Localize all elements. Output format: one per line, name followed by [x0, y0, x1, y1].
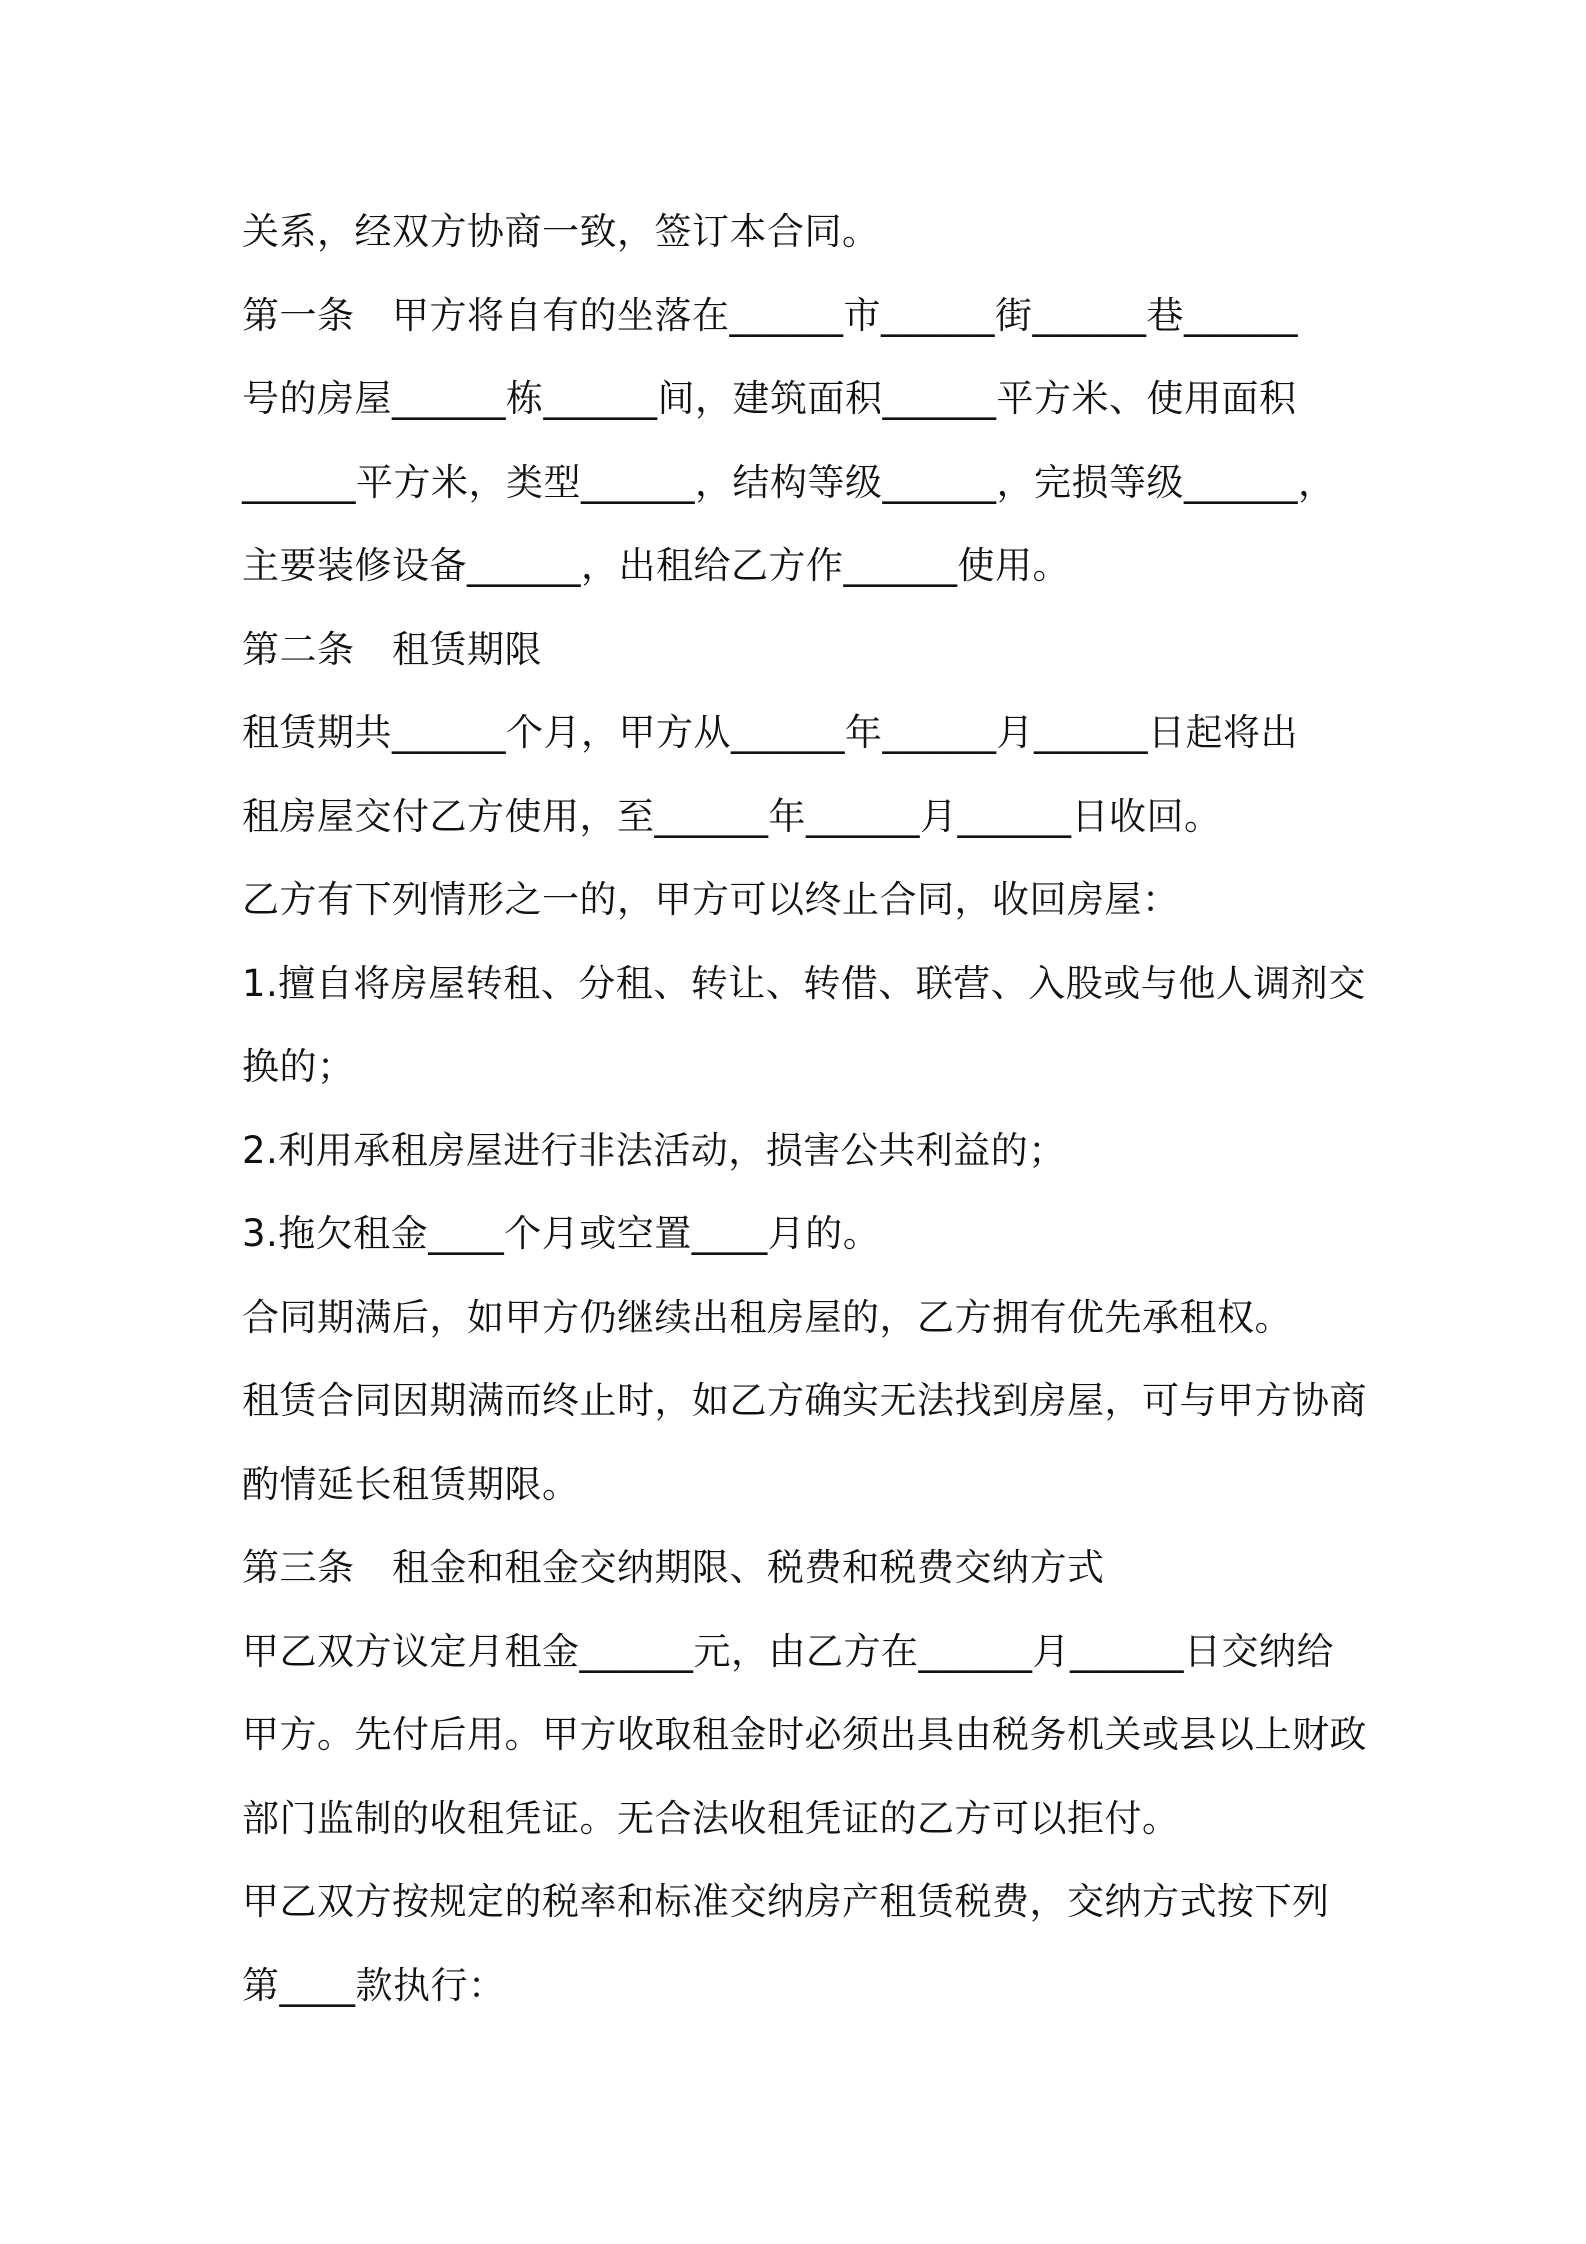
- text-line: 甲方。先付后用。甲方收取租金时必须出具由税务机关或县以上财政: [242, 1713, 1367, 1756]
- list-item: 1.擅自将房屋转租、分租、转让、转借、联营、入股或与他人调剂交: [242, 961, 1366, 1005]
- text-line: 主要装修设备______，出租给乙方作______使用。: [242, 544, 1070, 587]
- text-line: 甲乙双方按规定的税率和标准交纳房产租赁税费，交纳方式按下列: [242, 1880, 1330, 1923]
- text-line: 甲乙双方议定月租金______元，由乙方在______月______日交纳给: [242, 1629, 1334, 1673]
- article-two-heading: 第二条 租赁期限: [242, 627, 542, 671]
- list-item: 2.利用承租房屋进行非法活动，损害公共利益的；: [242, 1128, 1066, 1172]
- list-item: 3.拖欠租金____个月或空置____月的。: [242, 1212, 881, 1255]
- text-line: 合同期满后，如甲方仍继续出租房屋的，乙方拥有优先承租权。: [242, 1295, 1292, 1339]
- text-line: 号的房屋______栋______间，建筑面积______平方米、使用面积: [242, 377, 1297, 420]
- text-line: 第____款执行：: [242, 1963, 506, 2007]
- text-line: 部门监制的收租凭证。无合法收租凭证的乙方可以拒付。: [242, 1796, 1180, 1840]
- contract-body: [242, 190, 1372, 2027]
- text-line: 租房屋交付乙方使用，至______年______月______日收回。: [242, 794, 1222, 838]
- text-line: 租赁合同因期满而终止时，如乙方确实无法找到房屋，可与甲方协商: [242, 1379, 1367, 1422]
- text-line: 关系，经双方协商一致，签订本合同。: [242, 210, 880, 253]
- text-line: 乙方有下列情形之一的，甲方可以终止合同，收回房屋：: [242, 878, 1180, 921]
- article-three-heading: 第三条 租金和租金交纳期限、税费和税费交纳方式: [242, 1546, 1105, 1589]
- text-line: ______平方米，类型______，结构等级______，完损等级______，: [242, 460, 1336, 504]
- text-line: 酌情延长租赁期限。: [242, 1462, 580, 1506]
- text-line: 换的；: [242, 1045, 355, 1088]
- text-line: 租赁期共______个月，甲方从______年______月______日起将出: [242, 711, 1298, 754]
- article-one-line: 第一条 甲方将自有的坐落在______市______街______巷______: [242, 293, 1298, 337]
